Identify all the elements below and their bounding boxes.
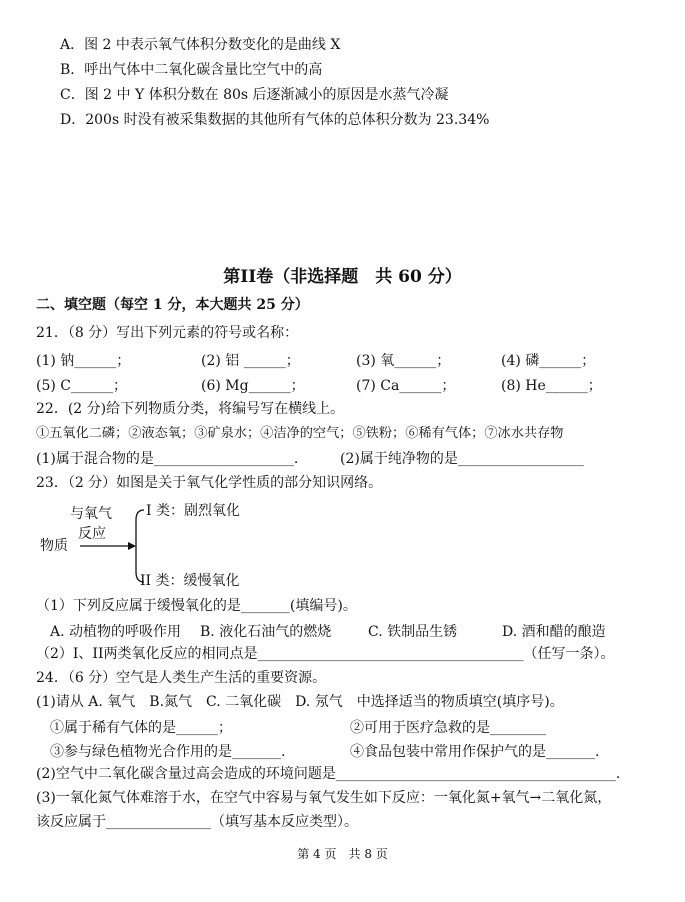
q24-item-4: ④食品包装中常用作保护气的是_______. <box>350 744 600 760</box>
q23-sub2: （2）I、II两类氧化反应的相同点是______________________________________（任写一条）。 <box>36 646 615 662</box>
q24-item-2: ②可用于医疗急救的是________ <box>350 720 546 736</box>
q23-stem: 23．（2 分）如图是关于氧气化学性质的部分知识网络。 <box>36 475 383 491</box>
diagram-arrow-bottom: 反应 <box>78 526 106 542</box>
section-title: 二、填空题（每空 1 分，本大题共 25 分） <box>36 297 309 313</box>
q21-item-6: (6) Mg______； <box>201 378 305 394</box>
volume-title: 第II卷（非选择题 共 60 分） <box>223 267 462 287</box>
q24-sub3b: 该反应属于_______________（填写基本反应类型）。 <box>36 814 358 830</box>
q22-sub1: (1)属于混合物的是____________________. <box>36 451 299 467</box>
arrow-head <box>128 542 136 550</box>
q21-item-1: (1) 钠______； <box>36 353 131 369</box>
diagram-type2: II 类：缓慢氧化 <box>140 573 240 589</box>
diagram-type1: I 类：剧烈氧化 <box>146 503 240 519</box>
q22-items: ①五氧化二磷；②液态氧；③矿泉水；④洁净的空气；⑤铁粉；⑥稀有气体；⑦冰水共存物 <box>36 426 564 441</box>
option-d: D．200s 时没有被采集数据的其他所有气体的总体积分数为 23.34% <box>60 112 490 128</box>
q24-sub1: (1)请从 A. 氧气 B.氮气 C. 二氧化碳 D. 氖气 中选择适当的物质填空(填序号)。 <box>36 694 564 710</box>
q24-stem: 24．（6 分）空气是人类生产生活的重要资源。 <box>36 670 327 686</box>
q21-item-5: (5) C______； <box>36 378 127 394</box>
q24-sub2: (2)空气中二氧化碳含量过高会造成的环境问题是________________________________________. <box>36 766 621 782</box>
q21-item-3: (3) 氧______； <box>356 353 451 369</box>
q23-choice-d: D. 酒和醋的酿造 <box>502 624 606 640</box>
q21-stem: 21．（8 分）写出下列元素的符号或名称： <box>36 325 299 341</box>
page-footer: 第 4 页 共 8 页 <box>297 847 388 861</box>
diagram-arrow-top: 与氧气 <box>70 506 112 522</box>
q23-choice-a: A. 动植物的呼吸作用 <box>50 624 182 640</box>
q21-item-2: (2) 铝 ______； <box>201 353 300 369</box>
q21-item-4: (4) 磷______； <box>501 353 596 369</box>
option-b: B．呼出气体中二氧化碳含量比空气中的高 <box>60 62 323 78</box>
option-c: C．图 2 中 Y 体积分数在 80s 后逐渐减小的原因是水蒸气冷凝 <box>60 87 449 103</box>
q22-stem: 22．(2 分)给下列物质分类，将编号写在横线上。 <box>36 401 345 417</box>
option-a: A．图 2 中表示氧气体积分数变化的是曲线 X <box>60 37 341 53</box>
q21-item-8: (8) He______； <box>501 378 602 394</box>
oxidation-diagram <box>40 498 340 593</box>
q24-item-1: ①属于稀有气体的是______； <box>50 720 232 736</box>
q24-item-3: ③参与绿色植物光合作用的是_______. <box>50 744 286 760</box>
q23-choice-b: B. 液化石油气的燃烧 <box>200 624 332 640</box>
q21-item-7: (7) Ca______； <box>356 378 456 394</box>
q23-sub1: （1）下列反应属于缓慢氧化的是_______(填编号)。 <box>36 598 357 614</box>
q22-sub2: (2)属于纯净物的是__________________ <box>340 451 584 467</box>
q24-sub3: (3)一氧化氮气体难溶于水，在空气中容易与氧气发生如下反应：一氧化氮+氧气→二氧化氮， <box>36 790 612 806</box>
q23-choice-c: C. 铁制品生锈 <box>368 624 458 640</box>
diagram-subject: 物质 <box>40 538 68 554</box>
